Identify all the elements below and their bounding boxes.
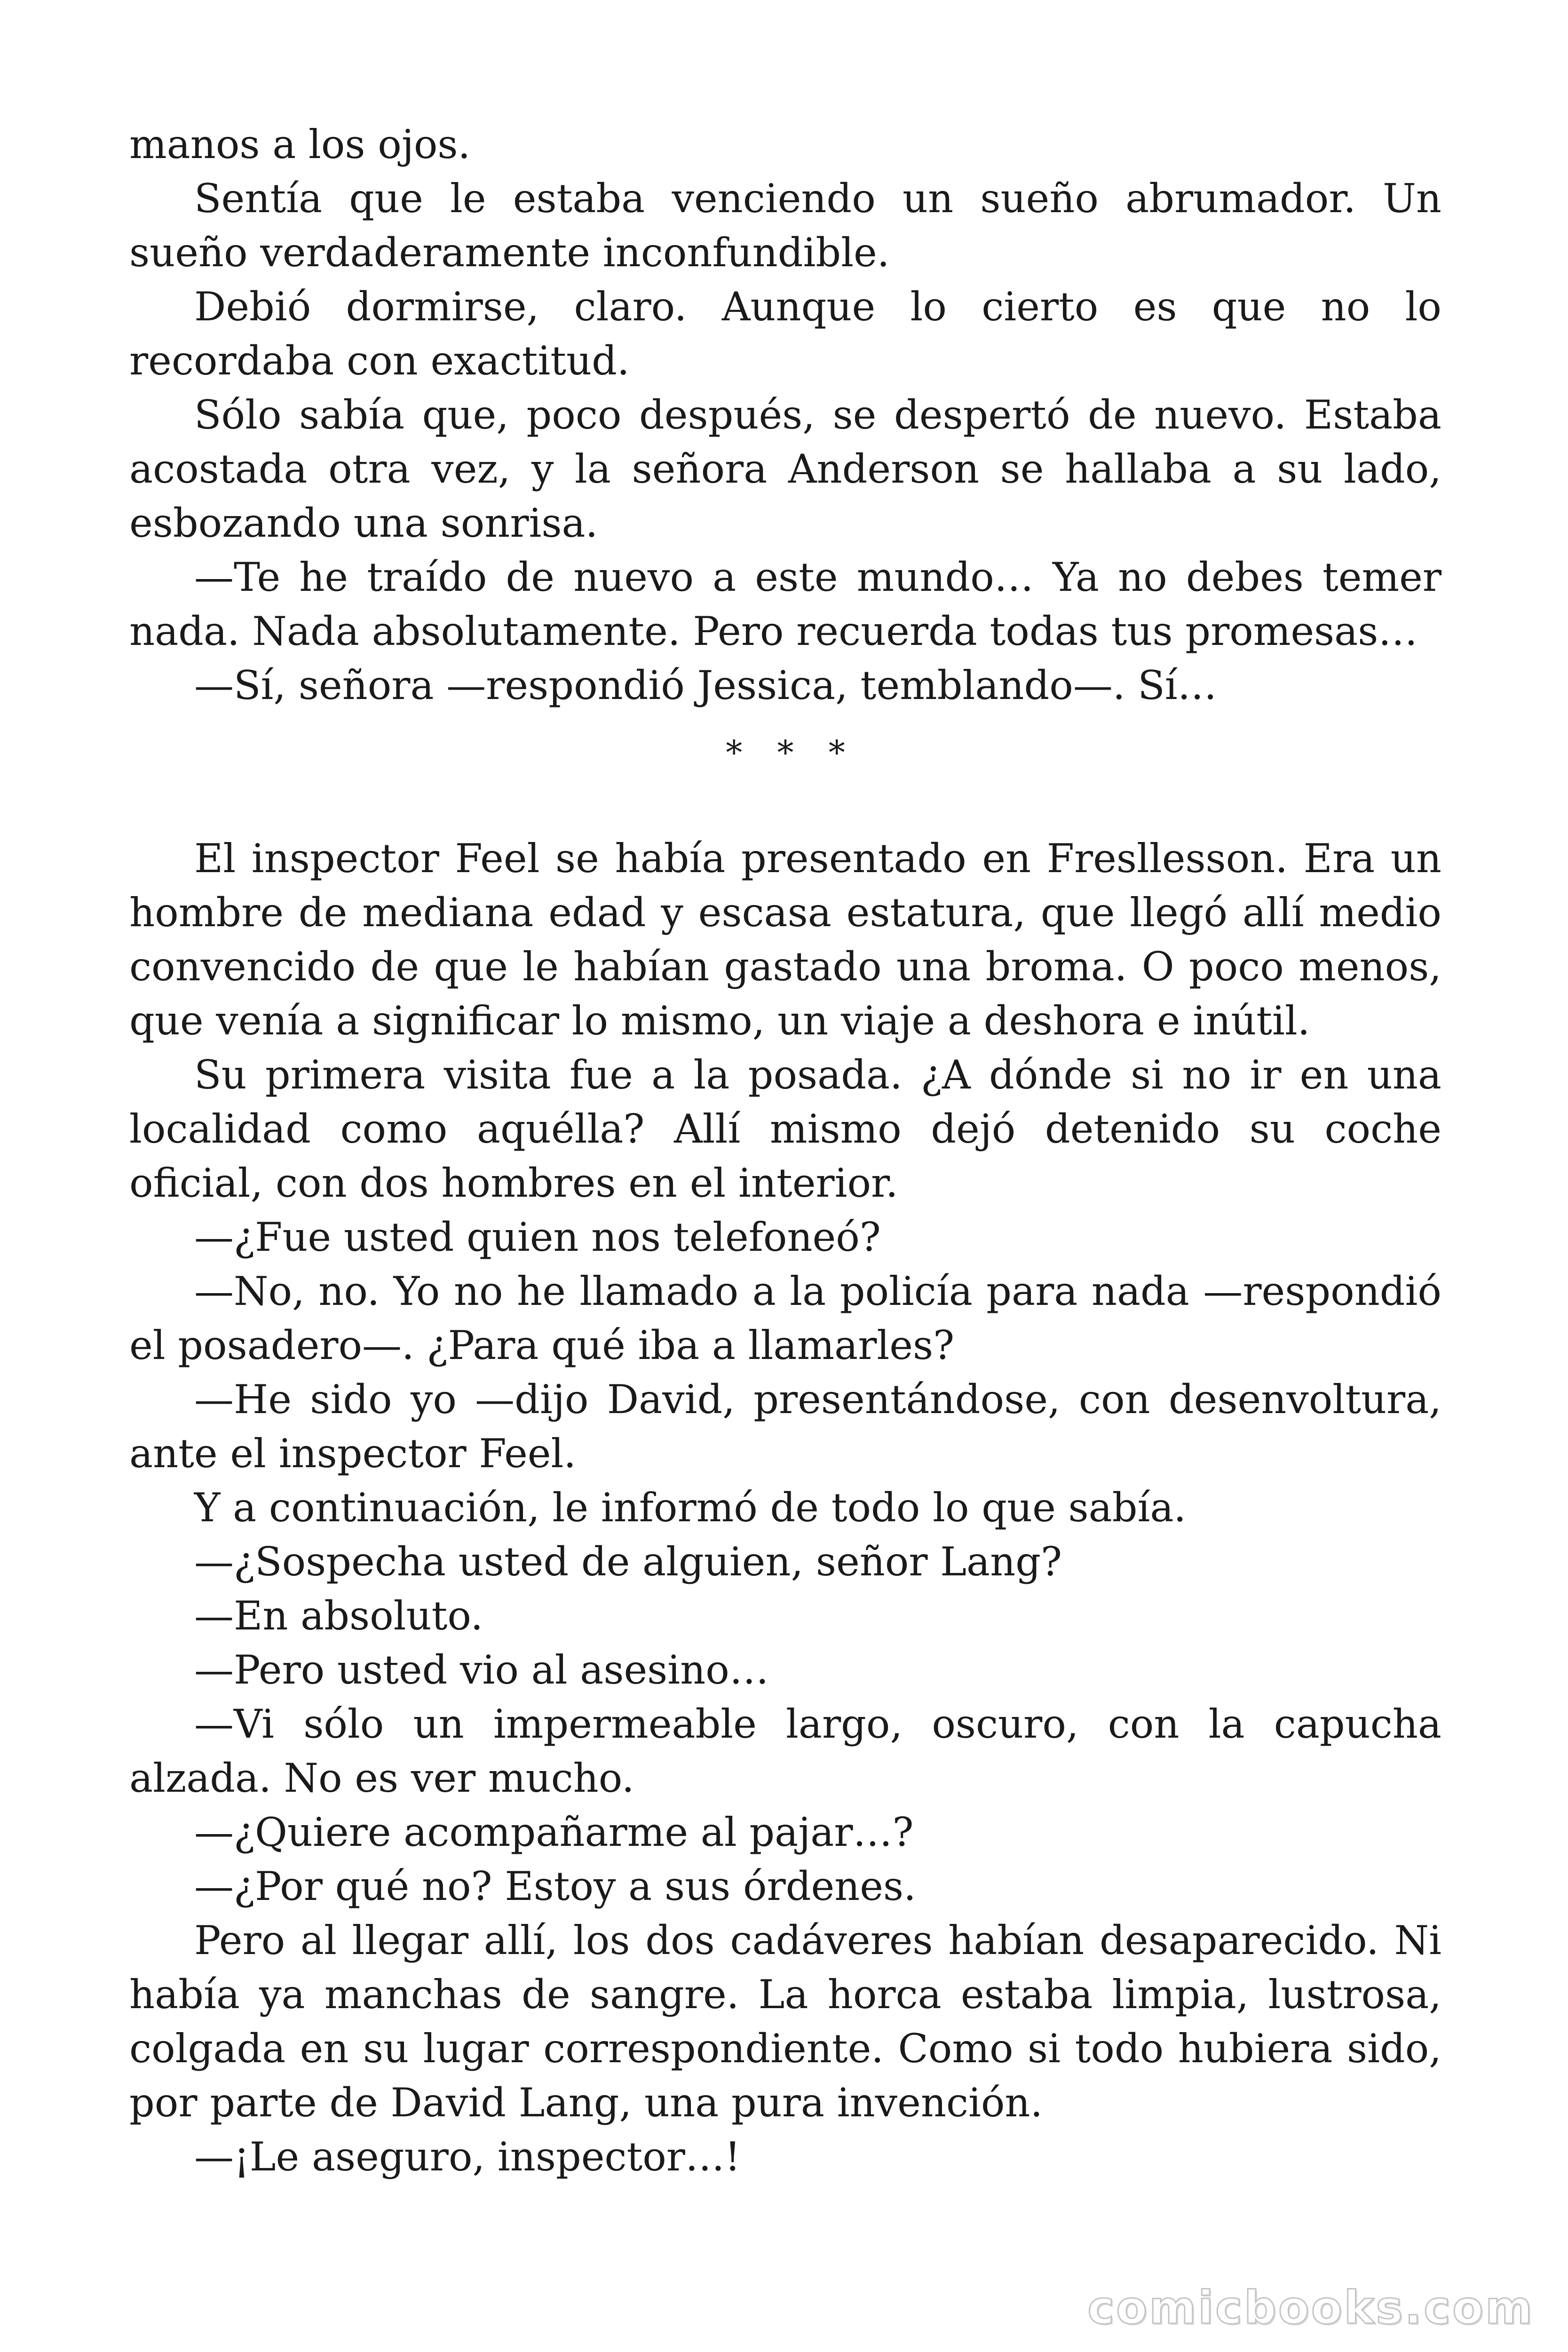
paragraph: —He sido yo —dijo David, presentándose, con desenvoltura, ante el inspector Feel. [129,1376,1441,1477]
paragraph: manos a los ojos. [129,121,471,167]
paragraph: Sentía que le estaba venciendo un sueño abrumador. Un sueño verdaderamente inconfundible. [129,175,1441,276]
book-page [129,118,1441,2184]
paragraph: —Te he traído de nuevo a este mundo… Ya no debes temer nada. Nada absolutamente. Pero recuerda todas tus promesas… [129,554,1441,654]
paragraph: Su primera visita fue a la posada. ¿A dónde si no ir en una localidad como aquélla? Allí mismo dejó detenido su coche oficial, con dos hombres en el interior. [129,1052,1441,1206]
paragraph: —¡Le aseguro, inspector…! [194,2134,741,2180]
paragraph: —Pero usted vio al asesino… [194,1647,769,1693]
paragraph: —¿Quiere acompañarme al pajar…? [194,1809,914,1855]
watermark: comicbooks.com [1087,2281,1534,2334]
paragraph: —¿Por qué no? Estoy a sus órdenes. [194,1863,916,1909]
paragraph: Debió dormirse, claro. Aunque lo cierto es que no lo recordaba con exactitud. [129,284,1441,384]
paragraph: Y a continuación, le informó de todo lo que sabía. [194,1485,1187,1531]
paragraph: El inspector Feel se había presentado en Fresllesson. Era un hombre de mediana edad y escasa estatura, que llegó allí medio convencido de que le habían gastado una broma. O poco menos, que venía a significar lo mismo, un viaje a deshora e inútil. [129,835,1441,1044]
section-break: * * * [726,733,857,772]
paragraph: —¿Fue usted quien nos telefoneó? [194,1214,881,1260]
paragraph: —Vi sólo un impermeable largo, oscuro, con la capucha alzada. No es ver mucho. [129,1701,1441,1801]
paragraph: —En absoluto. [194,1593,483,1639]
paragraph: —No, no. Yo no he llamado a la policía para nada —respondió el posadero—. ¿Para qué iba a llamarles? [129,1268,1441,1368]
paragraph: —Sí, señora —respondió Jessica, temblando—. Sí… [194,662,1217,708]
paragraph: Pero al llegar allí, los dos cadáveres habían desaparecido. Ni había ya manchas de sangre. La horca estaba limpia, lustrosa, colgada en su lugar correspondiente. Como si todo hubiera sido, por parte de David Lang, una pura invención. [129,1917,1441,2126]
paragraph: —¿Sospecha usted de alguien, señor Lang? [194,1539,1062,1585]
paragraph: Sólo sabía que, poco después, se despertó de nuevo. Estaba acostada otra vez, y la señora Anderson se hallaba a su lado, esbozando una sonrisa. [129,392,1441,546]
